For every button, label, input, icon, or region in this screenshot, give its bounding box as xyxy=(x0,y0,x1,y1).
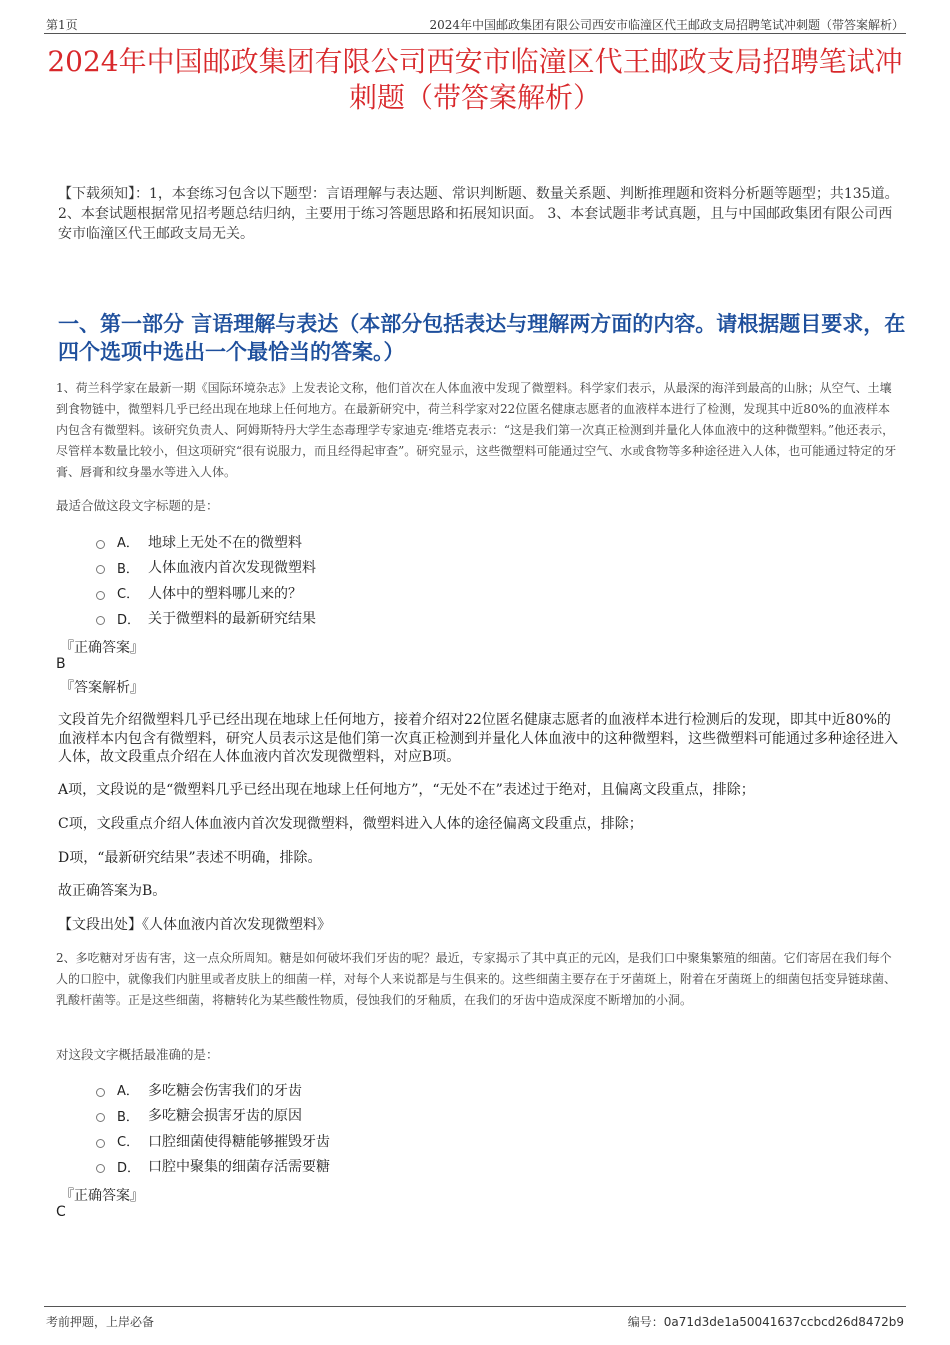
question-1-analysis-main: 文段首先介绍微塑料几乎已经出现在地球上任何地方，接着介绍对22位匿名健康志愿者的血液样本进行检测后的发现，即其中近80%的血液样本内包含有微塑料，研究人员表示这是他们第一次真正检测到并量化人体血液中的这种微塑料，这些微塑料可能通过多种途径进入人体，故文段重点介绍在人体血液内首次发现微塑料，对应B项。 xyxy=(58,712,898,765)
radio-icon[interactable] xyxy=(96,540,105,549)
question-2-answer-label: 『正确答案』 xyxy=(60,1188,144,1204)
question-2-options xyxy=(96,1077,496,1179)
radio-icon[interactable] xyxy=(96,1113,105,1122)
question-2-option-a[interactable]: A． 多吃糖会伤害我们的牙齿 xyxy=(96,1077,496,1103)
radio-icon[interactable] xyxy=(96,616,105,625)
question-2-text: 2、多吃糖对牙齿有害，这一点众所周知。糖是如何破坏我们牙齿的呢？最近，专家揭示了其中真正的元凶，是我们口中聚集繁殖的细菌。它们寄居在我们每个人的口腔中，就像我们内脏里或者皮肤上的细菌一样，对每个人来说都是与生俱来的。这些细菌主要存在于牙菌斑上，附着在牙菌斑上的细菌包括变异链球菌、乳酸杆菌等。正是这些细菌，将糖转化为某些酸性物质，侵蚀我们的牙釉质，在我们的牙齿中造成深度不断增加的小洞。 xyxy=(56,951,897,1007)
question-1-option-b[interactable]: B． 人体血液内首次发现微塑料 xyxy=(96,555,496,581)
radio-icon[interactable] xyxy=(96,1088,105,1097)
question-1-option-a[interactable]: A． 地球上无处不在的微塑料 xyxy=(96,529,496,555)
page-footer xyxy=(44,1306,906,1336)
question-2-answer: C xyxy=(56,1204,66,1220)
question-2-option-c[interactable]: C． 口腔细菌使得糖能够摧毁牙齿 xyxy=(96,1128,496,1154)
option-text: 人体中的塑料哪儿来的？ xyxy=(148,585,302,602)
question-1-source: 【文段出处】《人体血液内首次发现微塑料》 xyxy=(58,917,331,933)
question-2-option-d[interactable]: D． 口腔中聚集的细菌存活需要糖 xyxy=(96,1154,496,1180)
page-number: 第1页 xyxy=(46,18,78,32)
option-text: 口腔细菌使得糖能够摧毁牙齿 xyxy=(148,1133,330,1150)
question-1-option-c[interactable]: C． 人体中的塑料哪儿来的？ xyxy=(96,580,496,606)
question-1-analysis-label: 『答案解析』 xyxy=(60,680,144,696)
question-2-option-b[interactable]: B． 多吃糖会损害牙齿的原因 xyxy=(96,1103,496,1129)
option-text: 多吃糖会伤害我们的牙齿 xyxy=(148,1082,302,1099)
option-text: 口腔中聚集的细菌存活需要糖 xyxy=(148,1159,330,1176)
question-1-analysis-d: D项，“最新研究结果”表述不明确，排除。 xyxy=(58,850,322,866)
option-text: 地球上无处不在的微塑料 xyxy=(148,534,302,551)
question-1-analysis-c: C项，文段重点介绍人体血液内首次发现微塑料，微塑料进入人体的途径偏离文段重点，排除； xyxy=(58,816,643,832)
question-2-prompt: 对这段文字概括最准确的是： xyxy=(56,1047,219,1062)
document-title: 2024年中国邮政集团有限公司西安市临潼区代王邮政支局招聘笔试冲刺题（带答案解析） xyxy=(47,45,903,114)
option-text: 关于微塑料的最新研究结果 xyxy=(148,611,316,628)
radio-icon[interactable] xyxy=(96,1164,105,1173)
question-1-text: 1、荷兰科学家在最新一期《国际环境杂志》上发表论文称，他们首次在人体血液中发现了微塑料。科学家们表示，从最深的海洋到最高的山脉；从空气、土壤到食物链中，微塑料几乎已经出现在地球上任何地方。在最新研究中，荷兰科学家对22位匿名健康志愿者的血液样本进行了检测，发现其中近80%的血液样本内包含有微塑料。该研究负责人、阿姆斯特丹大学生态毒理学专家迪克·维塔克表示：“这是我们第一次真正检测到并量化人体血液中的这种微塑料。”他还表示，尽管样本数量比较小，但这项研究“很有说服力，而且经得起审查”。研究显示，这些微塑料可能通过空气、水或食物等多种途径进入人体，也可能通过特定的牙膏、唇膏和纹身墨水等进入人体。 xyxy=(56,381,897,479)
question-1-option-d[interactable]: D． 关于微塑料的最新研究结果 xyxy=(96,606,496,632)
question-1-analysis-a: A项，文段说的是“微塑料几乎已经出现在地球上任何地方”，“无处不在”表述过于绝对，且偏离文段重点，排除； xyxy=(58,782,755,798)
option-text: 人体血液内首次发现微塑料 xyxy=(148,560,316,577)
question-1-answer: B xyxy=(56,656,66,672)
radio-icon[interactable] xyxy=(96,591,105,600)
header-doc-title: 2024年中国邮政集团有限公司西安市临潼区代王邮政支局招聘笔试冲刺题（带答案解析） xyxy=(429,18,904,32)
section-title: 一、第一部分 言语理解与表达（本部分包括表达与理解两方面的内容。请根据题目要求，在四个选项中选出一个最恰当的答案。） xyxy=(58,311,906,364)
radio-icon[interactable] xyxy=(96,1139,105,1148)
footer-code-value: 0a71d3de1a50041637ccbcd26d8472b9 xyxy=(663,1315,904,1329)
question-1-conclusion: 故正确答案为B。 xyxy=(58,883,167,899)
footer-slogan: 考前押题，上岸必备 xyxy=(46,1315,155,1329)
download-notice: 【下载须知】：1，本套练习包含以下题型：言语理解与表达题、常识判断题、数量关系题、判断推理题和资料分析题等题型；共135道。 2、本套试题根据常见招考题总结归纳，主要用于练习答题思路和拓展知识面。 3、本套试题非考试真题，且与中国邮政集团有限公司西安市临潼区代王邮政支局无关。 xyxy=(58,186,899,242)
footer-code-label: 编号： xyxy=(627,1315,664,1329)
question-1-answer-label: 『正确答案』 xyxy=(60,640,144,656)
question-1-prompt: 最适合做这段文字标题的是： xyxy=(56,498,219,513)
option-text: 多吃糖会损害牙齿的原因 xyxy=(148,1108,302,1125)
question-1-options xyxy=(96,529,496,631)
footer-code xyxy=(628,1313,904,1330)
radio-icon[interactable] xyxy=(96,565,105,574)
page-header xyxy=(44,14,906,34)
